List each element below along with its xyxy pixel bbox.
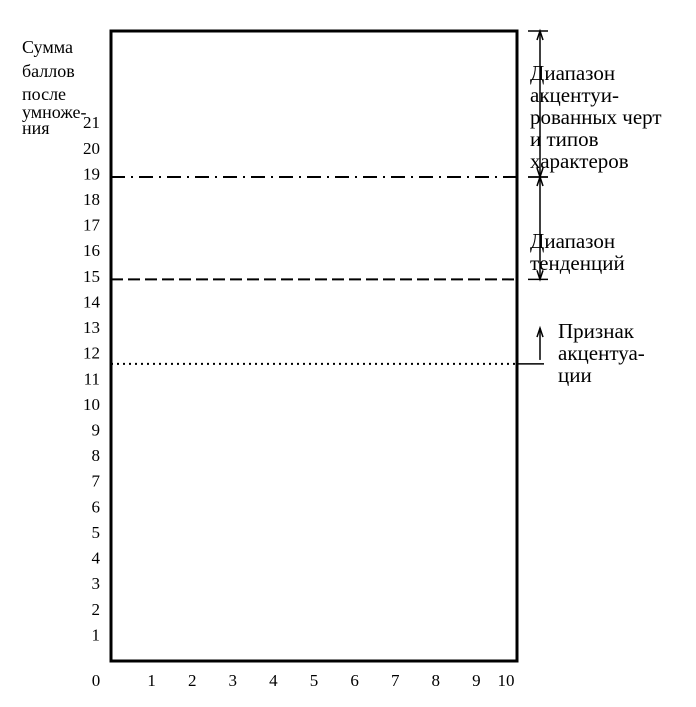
y-axis-label (22, 37, 91, 138)
x-tick-label: 10 (497, 671, 515, 690)
y-axis-label-line: ния (22, 118, 50, 138)
y-axis-label-line: баллов (22, 61, 75, 81)
y-tick-label: 7 (91, 471, 100, 491)
plot-frame (111, 31, 517, 661)
y-tick-label: 15 (83, 266, 100, 286)
y-tick-label: 2 (91, 599, 100, 619)
y-tick-label: 10 (83, 394, 100, 414)
range-label-line: Диапазон (530, 61, 616, 85)
y-tick-labels (83, 113, 101, 644)
x-tick-label: 6 (350, 671, 359, 690)
y-axis-label-line: после (22, 84, 67, 104)
y-tick-label: 5 (91, 522, 100, 542)
range-accentuated (528, 31, 662, 177)
y-tick-label: 9 (91, 420, 100, 440)
x-tick-label: 4 (269, 671, 278, 690)
y-tick-label: 1 (91, 625, 100, 645)
y-axis-label-line: Сумма (22, 37, 73, 57)
y-tick-label: 17 (83, 215, 100, 235)
y-tick-label: 20 (83, 138, 100, 158)
y-tick-label: 4 (91, 548, 100, 568)
range-label-line: акцентуа- (558, 341, 645, 365)
y-tick-label: 12 (83, 343, 100, 363)
range-label (558, 319, 645, 387)
x-tick-label: 7 (390, 671, 400, 690)
y-tick-label: 6 (91, 497, 100, 517)
range-label-line: ции (558, 363, 592, 387)
y-tick-label: 13 (83, 318, 100, 338)
range-label-line: акцентуи- (530, 83, 619, 107)
y-tick-label: 14 (83, 292, 100, 312)
x-tick-label: 3 (228, 671, 238, 690)
range-label-line: Диапазон (530, 229, 616, 253)
range-label-line: Признак (558, 319, 634, 343)
x-tick-label: 8 (431, 671, 441, 690)
y-tick-label: 19 (83, 164, 100, 184)
y-tick-label: 11 (83, 369, 100, 389)
range-label-line: тенденций (530, 251, 625, 275)
y-tick-label: 18 (83, 190, 100, 210)
range-label-line: и типов (530, 127, 599, 151)
x-tick-label: 2 (187, 671, 197, 690)
range-tendencies (528, 177, 625, 279)
threshold-lines (111, 177, 517, 364)
x-tick-label: 1 (147, 671, 156, 690)
range-label-line: характеров (530, 149, 629, 173)
y-tick-label: 21 (83, 113, 100, 133)
y-axis-label-line: умноже- (22, 102, 87, 122)
range-label-line: рованных черт (530, 105, 662, 129)
y-tick-label: 8 (91, 446, 100, 466)
range-brackets (517, 31, 662, 387)
y-tick-label: 3 (91, 574, 100, 594)
x-tick-label: 5 (309, 671, 319, 690)
x-tick-label: 9 (472, 671, 481, 690)
range-label (530, 229, 625, 275)
range-accentuation-sign (517, 319, 645, 387)
range-label (530, 61, 662, 173)
x-tick-labels (92, 671, 515, 690)
y-tick-label: 16 (83, 241, 100, 261)
x-tick-label: 0 (91, 671, 101, 690)
